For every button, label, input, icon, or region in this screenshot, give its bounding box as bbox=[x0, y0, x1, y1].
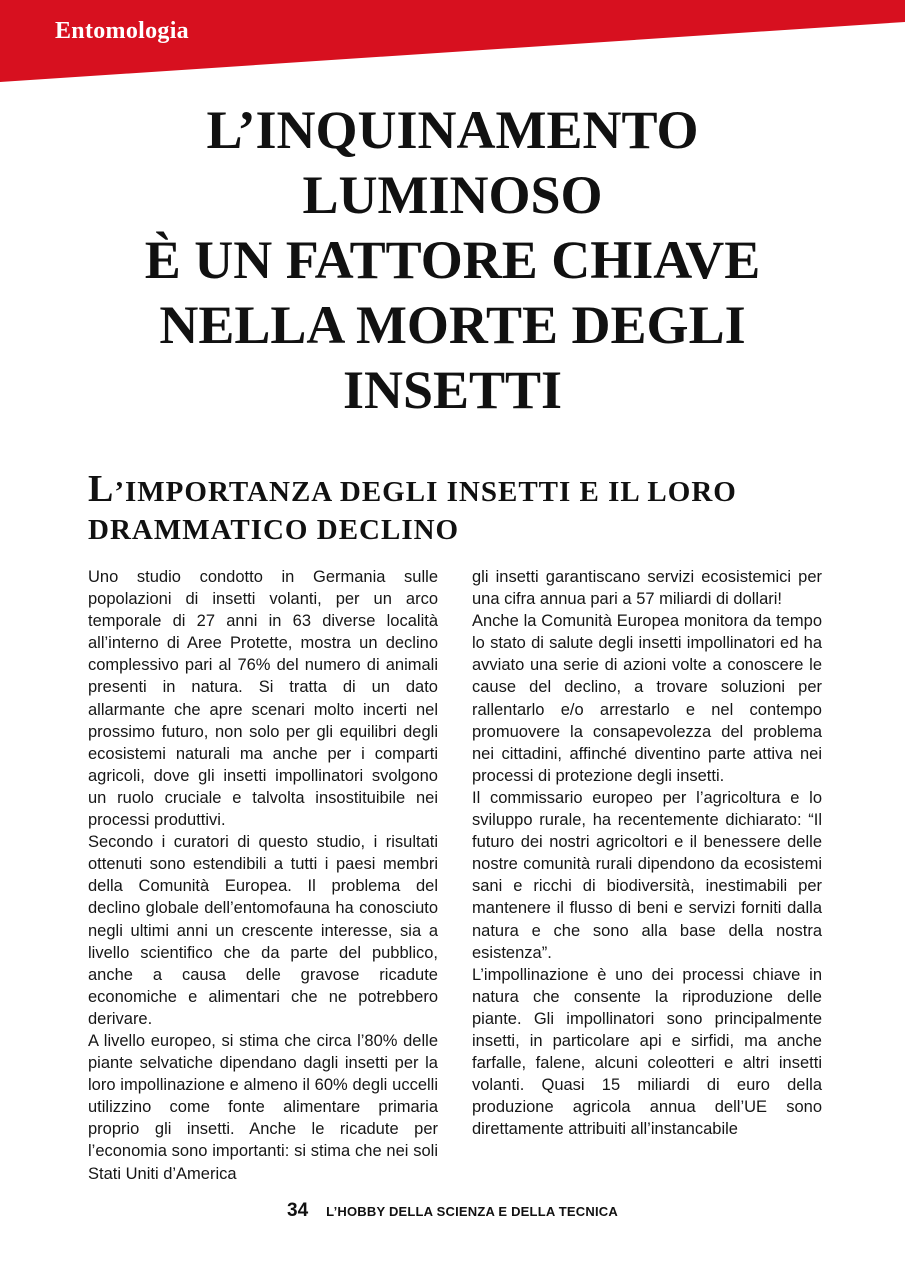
section-heading bbox=[88, 470, 828, 549]
page-number: 34 bbox=[287, 1200, 309, 1221]
paragraph: Anche la Comunità Europea monitora da tempo lo stato di salute degli insetti impollinatori ed ha avviato una serie di azioni volte a conoscere le cause del declino, a trovare soluzioni per rallentarlo e/o arrestarlo e nel contempo promuovere la consapevolezza del problema nei cittadini, affinché diventino parte attiva nei processi di protezione degli insetti. bbox=[472, 612, 822, 785]
title-line: INSETTI bbox=[342, 360, 563, 420]
text-column-left bbox=[88, 566, 438, 1185]
heading-line: L’IMPORTANZA DEGLI INSETTI E IL LORO bbox=[88, 468, 737, 510]
paragraph: L’impollinazione è uno dei processi chiave in natura che consente la riproduzione delle piante. Gli impollinatori sono principalmente insetti, in particolare api e sirfidi, ma anche farfalle, falene, alcuni coleotteri e altri insetti volanti. Quasi 15 miliardi di euro della produzione agricola annua dell’UE sono direttamente attribuiti all’instancabile bbox=[472, 965, 822, 1139]
title-line: È UN FATTORE CHIAVE bbox=[144, 230, 761, 290]
title-line: LUMINOSO bbox=[302, 165, 603, 225]
page-footer bbox=[0, 1200, 905, 1222]
paragraph: Il commissario europeo per l’agricoltura e lo sviluppo rurale, ha recentemente dichiarato: “Il futuro dei nostri agricoltori e il benessere delle nostre comunità rurali dipendono da ecosistemi sani e ricchi di biodiversità, inestimabili per mantenere il flusso di beni e servizi forniti dalla natura e che sono alla base della nostra esistenza”. bbox=[472, 788, 822, 962]
journal-name: L’HOBBY DELLA SCIENZA E DELLA TECNICA bbox=[326, 1204, 618, 1219]
title-line: NELLA MORTE DEGLI bbox=[159, 295, 746, 355]
paragraph: Secondo i curatori di questo studio, i risultati ottenuti sono estendibili a tutti i paesi membri della Comunità Europea. Il problema del declino globale dell’entomofauna ha conosciuto negli ultimi anni un crescente interesse, sia a livello scientifico che da parte del pubblico, anche a causa delle gravose ricadute economiche e alimentari che ne potrebbero derivare. bbox=[88, 833, 438, 1028]
article-title bbox=[40, 98, 865, 423]
paragraph: Uno studio condotto in Germania sulle popolazioni di insetti volanti, per un arco temporale di 27 anni in 63 diverse località all’interno di Aree Protette, mostra un declino complessivo pari al 76% del numero di animali presenti in natura. Si tratta di un dato allarmante che apre scenari molto incerti nel prossimo futuro, non solo per gli equilibri degli ecosistemi naturali ma anche per i comparti agricoli, dove gli insetti impollinatori svolgono un ruolo cruciale e talvolta insostituibile nei processi produttivi. bbox=[88, 568, 438, 830]
heading-line: DRAMMATICO DECLINO bbox=[88, 514, 460, 546]
paragraph: gli insetti garantiscano servizi ecosistemici per una cifra annua pari a 57 miliardi di dollari! bbox=[472, 568, 822, 609]
text-column-right bbox=[472, 566, 822, 1140]
title-line: L’INQUINAMENTO bbox=[206, 100, 699, 160]
section-label: Entomologia bbox=[55, 18, 189, 44]
paragraph: A livello europeo, si stima che circa l’80% delle piante selvatiche dipendano dagli insetti per la loro impollinazione e almeno il 60% degli uccelli utilizzino come fonte alimentare primaria proprio gli insetti. Anche le ricadute per l’economia sono importanti: si stima che nei soli Stati Uniti d’America bbox=[88, 1031, 438, 1183]
